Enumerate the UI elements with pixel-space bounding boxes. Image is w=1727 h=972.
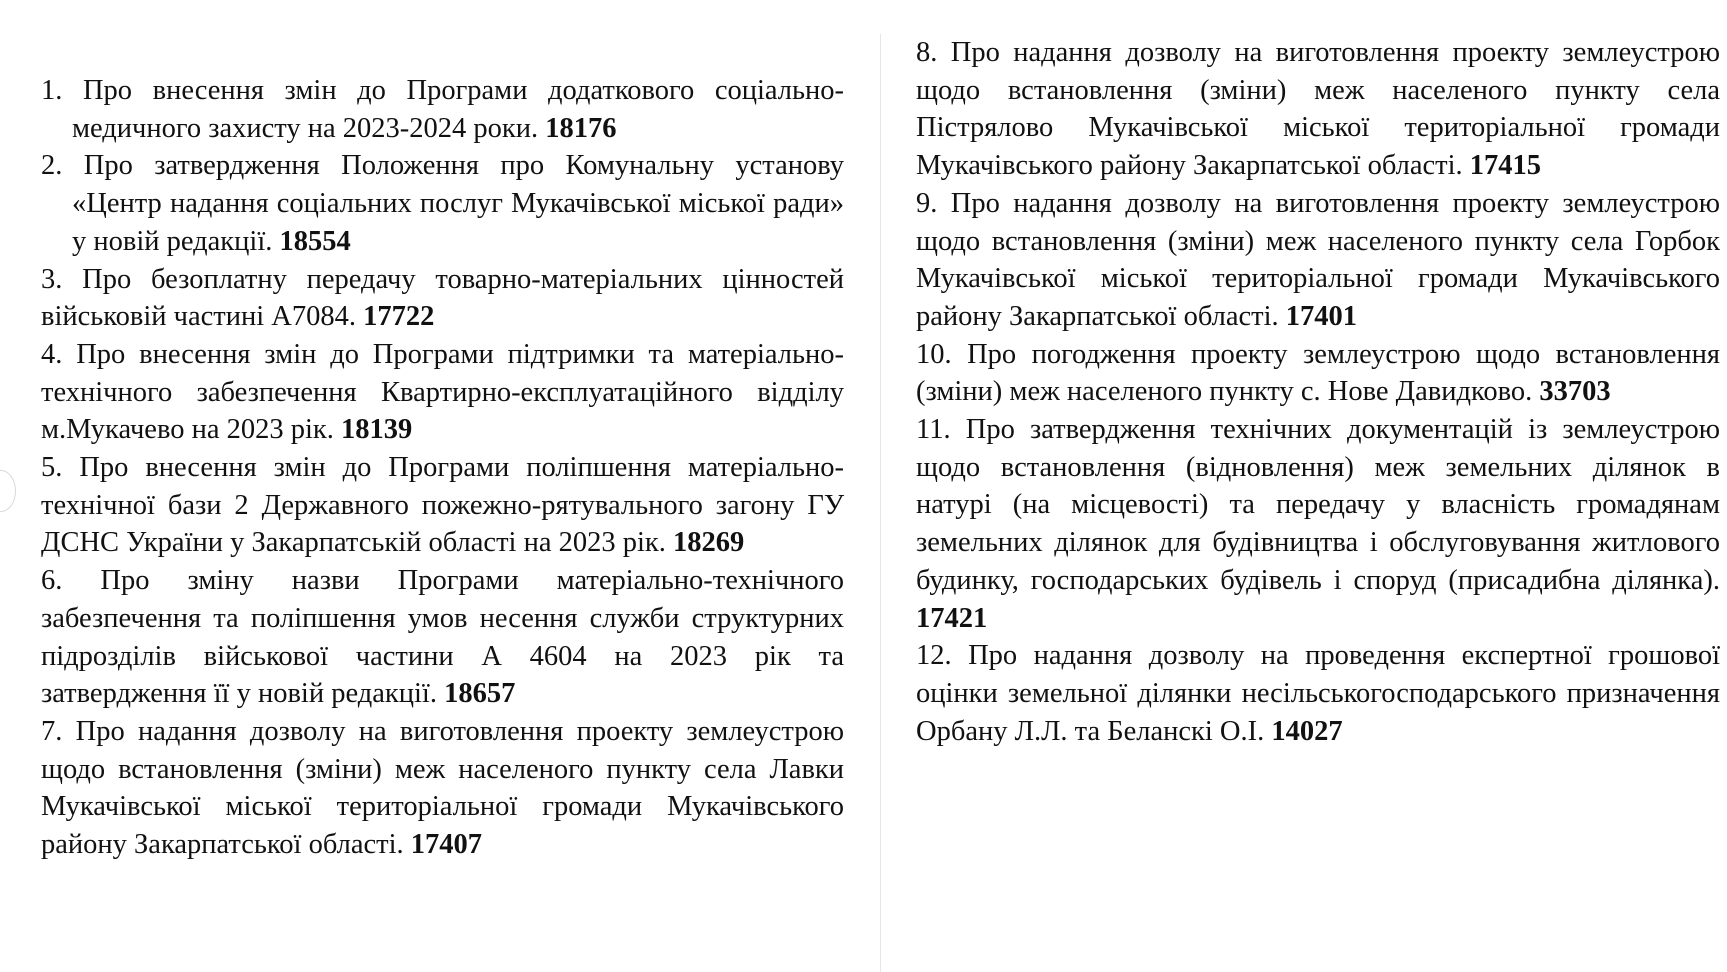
item-code: 18176 bbox=[545, 112, 617, 144]
item-number: 7. bbox=[41, 715, 63, 747]
agenda-item-4 bbox=[41, 336, 844, 449]
item-text: Про надання дозволу на виготовлення проекту землеустрою щодо встановлення (зміни) меж населеного пункту села Пістрялово Мукачівської міської територіальної громади Мукачівського району Закарпатської області. bbox=[916, 37, 1721, 182]
item-text: Про погодження проекту землеустрою щодо встановлення (зміни) меж населеного пункту с. Нове Давидково. bbox=[916, 338, 1721, 408]
item-number: 1. bbox=[41, 75, 63, 106]
item-number: 2. bbox=[41, 150, 63, 182]
agenda-item-2 bbox=[41, 147, 844, 260]
agenda-item-11 bbox=[916, 411, 1720, 637]
agenda-right-column bbox=[916, 34, 1720, 750]
item-number: 6. bbox=[41, 565, 63, 597]
scroll-handle[interactable] bbox=[0, 470, 16, 512]
item-text: Про внесення змін до Програми додаткового соціально-медичного захисту на 2023-2024 роки. bbox=[72, 75, 844, 144]
item-text: Про безоплатну передачу товарно-матеріальних цінностей військовій частині А7084. bbox=[41, 263, 845, 333]
agenda-item-9 bbox=[916, 185, 1720, 336]
item-number: 12. bbox=[916, 640, 952, 672]
agenda-item-10 bbox=[916, 336, 1720, 411]
item-text: Про зміну назви Програми матеріально-технічного забезпечення та поліпшення умов несення служби структурних підрозділів військової частини А 4604 на 2023 рік та затвердження її у новій редакції. bbox=[41, 565, 844, 710]
item-number: 9. bbox=[916, 187, 938, 219]
item-number: 8. bbox=[916, 37, 938, 68]
agenda-item-5 bbox=[41, 449, 844, 562]
item-code: 18657 bbox=[444, 678, 516, 710]
item-number: 3. bbox=[41, 263, 63, 295]
item-code: 33703 bbox=[1539, 376, 1611, 408]
item-code: 18554 bbox=[279, 225, 351, 257]
item-text: Про надання дозволу на виготовлення проекту землеустрою щодо встановлення (зміни) меж населеного пункту села Лавки Мукачівської міської територіальної громади Мукачівського району Закарпатської області. bbox=[41, 715, 844, 861]
item-number: 5. bbox=[41, 452, 63, 484]
item-number: 4. bbox=[41, 338, 63, 370]
item-code: 17415 bbox=[1469, 150, 1542, 182]
agenda-item-12 bbox=[916, 637, 1720, 750]
item-code: 14027 bbox=[1271, 715, 1343, 747]
agenda-left-column bbox=[41, 72, 844, 864]
item-code: 17421 bbox=[916, 602, 988, 634]
item-code: 17407 bbox=[410, 829, 483, 861]
agenda-item-1 bbox=[41, 72, 844, 147]
item-text: Про надання дозволу на проведення експертної грошової оцінки земельної ділянки несільськогосподарського призначення Орбану Л.Л. та Беланскі О.І. bbox=[916, 640, 1721, 747]
item-code: 17722 bbox=[363, 301, 435, 333]
agenda-item-7 bbox=[41, 713, 844, 864]
item-text: Про внесення змін до Програми поліпшення матеріально-технічної бази 2 Державного пожежно-рятувального загону ГУ ДСНС України у Закарпатській області на 2023 рік. bbox=[41, 452, 845, 559]
item-code: 17401 bbox=[1285, 300, 1358, 332]
agenda-item-8 bbox=[916, 34, 1720, 185]
item-number: 11. bbox=[916, 414, 951, 446]
item-text: Про затвердження технічних документацій із землеустрою щодо встановлення (відновлення) меж земельних ділянок в натурі (на місцевості) та передачу у власність громадянам земельних ділянок для будівництва і обслуговування житлового будинку, господарських будівель і споруд (присадибна ділянка). bbox=[916, 414, 1720, 596]
agenda-item-3 bbox=[41, 261, 844, 336]
item-text: Про внесення змін до Програми підтримки та матеріально-технічного забезпечення Квартирно-експлуатаційного відділу м.Мукачево на 2023 рік. bbox=[41, 338, 844, 446]
item-code: 18269 bbox=[672, 527, 745, 559]
item-code: 18139 bbox=[341, 414, 413, 446]
item-text: Про надання дозволу на виготовлення проекту землеустрою щодо встановлення (зміни) меж населеного пункту села Горбок Мукачівської міської територіальної громади Мукачівського району Закарпатської області. bbox=[916, 187, 1721, 332]
agenda-item-6 bbox=[41, 562, 844, 713]
item-number: 10. bbox=[916, 338, 952, 370]
item-text: Про затвердження Положення про Комунальну установу «Центр надання соціальних послуг Мукачівської міської ради» у новій редакції. bbox=[72, 150, 844, 257]
column-divider bbox=[880, 34, 881, 972]
